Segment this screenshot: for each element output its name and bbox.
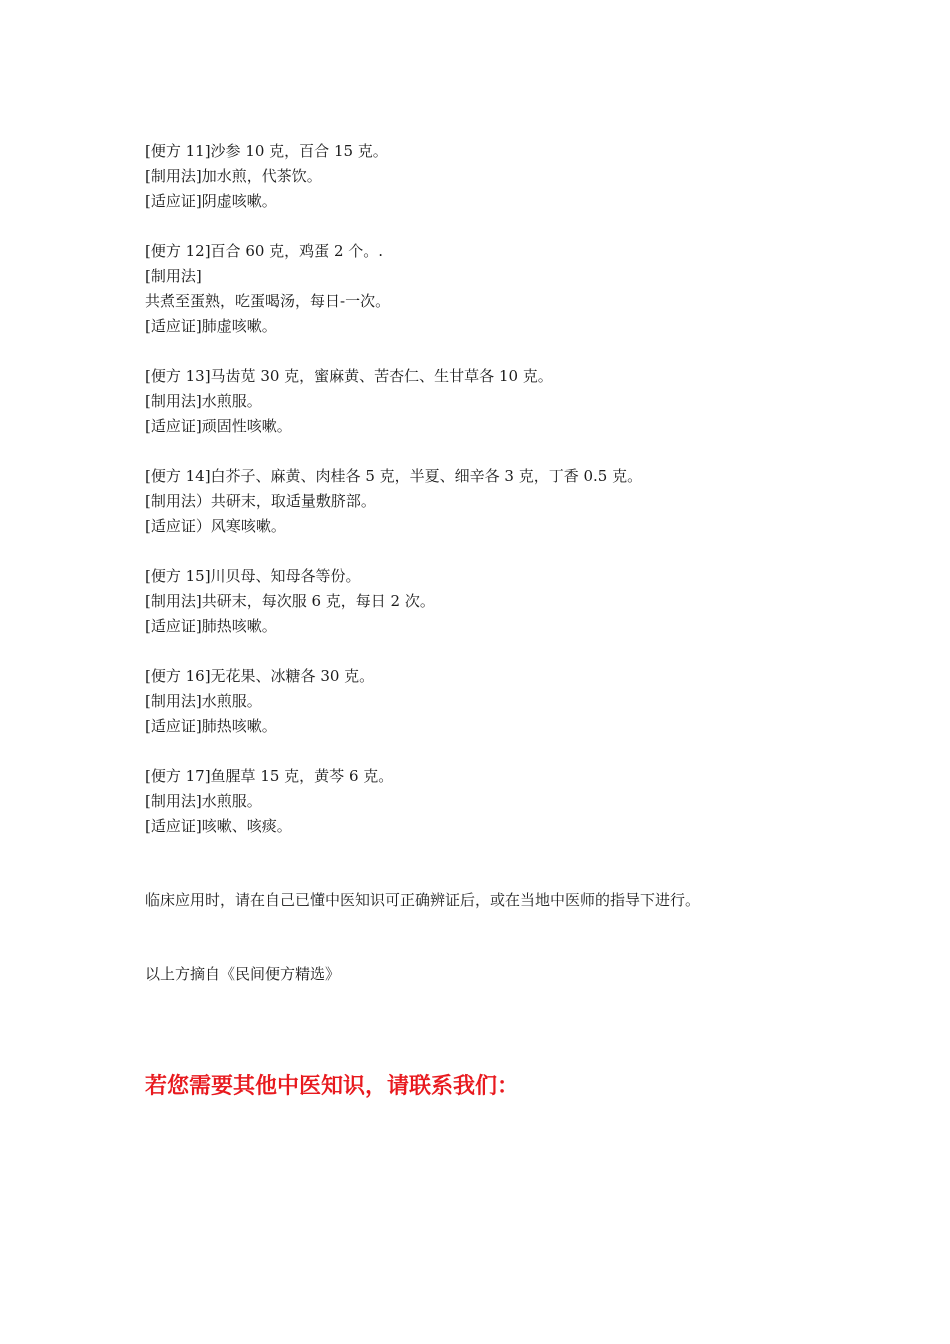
remedy-line: [制用法] xyxy=(145,267,202,285)
remedy-line: [便方 17]鱼腥草 15 克，黄芩 6 克。 xyxy=(145,767,394,785)
remedy-line: [制用法]水煎服。 xyxy=(145,692,262,710)
remedy-line: [适应证]顽固性咳嗽。 xyxy=(145,417,292,435)
remedy-line: [制用法]水煎服。 xyxy=(145,392,262,410)
remedy-block xyxy=(145,664,845,739)
remedy-block xyxy=(145,139,845,214)
source-note: 以上方摘自《民间便方精选》 xyxy=(145,965,341,983)
remedy-line: [便方 16]无花果、冰糖各 30 克。 xyxy=(145,667,375,685)
remedy-line: [制用法]水煎服。 xyxy=(145,792,262,810)
remedy-block xyxy=(145,764,845,839)
remedy-line: [便方 15]川贝母、知母各等份。 xyxy=(145,567,361,585)
remedy-line: [适应证]肺虚咳嗽。 xyxy=(145,317,277,335)
remedy-line: [便方 11]沙参 10 克，百合 15 克。 xyxy=(145,142,388,160)
remedy-line: [便方 12]百合 60 克，鸡蛋 2 个。. xyxy=(145,242,384,260)
remedy-line: [适应证]肺热咳嗽。 xyxy=(145,617,277,635)
remedy-line: [适应证）风寒咳嗽。 xyxy=(145,517,286,535)
remedy-line: [适应证]阴虚咳嗽。 xyxy=(145,192,277,210)
remedy-line: 共煮至蛋熟，吃蛋喝汤，每日-一次。 xyxy=(145,292,391,310)
remedy-line: [制用法）共研末，取适量敷脐部。 xyxy=(145,492,376,510)
contact-heading: 若您需要其他中医知识，请联系我们： xyxy=(145,1074,520,1099)
remedy-block xyxy=(145,564,845,639)
remedy-line: [便方 14]白芥子、麻黄、肉桂各 5 克，半夏、细辛各 3 克，丁香 0.5 克。 xyxy=(145,467,643,485)
remedy-block xyxy=(145,464,845,539)
clinical-notice: 临床应用时，请在自己已懂中医知识可正确辨证后，或在当地中医师的指导下进行。 xyxy=(145,891,701,909)
document-body xyxy=(145,139,845,987)
remedy-line: [制用法]加水煎，代茶饮。 xyxy=(145,167,322,185)
remedy-line: [适应证]咳嗽、咳痰。 xyxy=(145,817,292,835)
remedy-block xyxy=(145,239,845,339)
remedy-line: [便方 13]马齿苋 30 克，蜜麻黄、苦杏仁、生甘草各 10 克。 xyxy=(145,367,553,385)
remedy-line: [制用法]共研末，每次服 6 克，每日 2 次。 xyxy=(145,592,435,610)
remedy-line: [适应证]肺热咳嗽。 xyxy=(145,717,277,735)
remedy-block xyxy=(145,364,845,439)
